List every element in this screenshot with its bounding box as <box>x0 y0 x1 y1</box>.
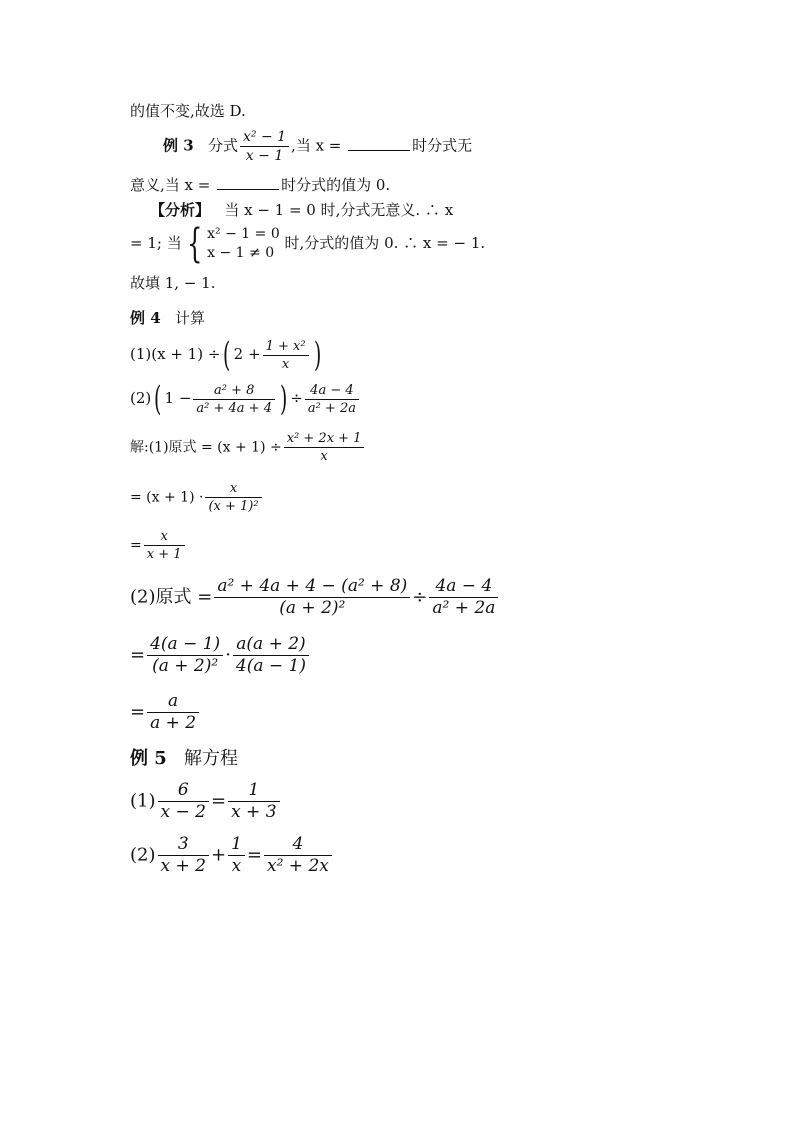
solution-2-line-3: = $\frac{a}{a + 2}$ <box>130 693 201 732</box>
solution-1-line-1: 解:(1)原式 = (x + 1) ÷ $\frac{\text{x² + 2x + 1}}{x}$ <box>130 432 366 463</box>
answer-blank-2[interactable] <box>217 175 279 190</box>
example-3-line-2: 意义,当 x = 时分式的值为 0. <box>130 176 391 194</box>
equation-system: x² − 1 = 0 x − 1 ≠ 0 <box>207 226 280 261</box>
answer-blank-1[interactable] <box>348 136 410 151</box>
solution-1-line-3: = $\frac{x}{x + 1}$ <box>130 530 187 561</box>
example-3-label: 例 3 <box>163 136 194 155</box>
solution-2-line-2: = $\frac{4(a - 1)}{\text{(a + 2)²}}$ · $\frac{a(a + 2)}{4(a - 1)}$ <box>130 636 311 675</box>
example-4-heading: 例 4 计算 <box>130 309 205 327</box>
example-4-q2: (2)( 1 − $\frac{\text{a² + 8}}{\text{a² + 4a + 4}}$ ) ÷ $\frac{4a - 4}{\text{a² + 2a}}$ <box>130 382 361 416</box>
example-5-label: 例 5 <box>130 748 167 769</box>
example-3-text: 分式 <box>207 136 238 155</box>
analysis-label: 【分析】 <box>150 201 211 219</box>
example-4-q1: (1)(x + 1) ÷( 2 + $\frac{\text{1 + x²}}{x}$ ) <box>130 335 321 375</box>
analysis-line-2: = 1; 当 { x² − 1 = 0 x − 1 ≠ 0 时,分式的值为 0. ∴ x = − 1. <box>130 221 486 267</box>
solution-1-line-2: = (x + 1) · $\frac{x}{\text{(x + 1)²}}$ <box>130 482 264 513</box>
solution-2-line-1: (2)原式 = $\frac{\text{a² + 4a + 4 − (a² + 8)}}{\text{(a + 2)²}}$ ÷ $\frac{4a - 4}{\text{a² + 2a}}$ <box>130 578 500 617</box>
example-5-q2: (2) $\frac{3}{x + 2}$ + $\frac{1}{x}$ = $\frac{4}{\text{x² + 2x}}$ <box>130 836 334 875</box>
analysis-line-1: 【分析】 当 x − 1 = 0 时,分式无意义. ∴ x <box>150 201 454 219</box>
example-3-line: 例 3 分式 $\frac{\text{x² − 1}}{x - 1}$ ,当 x = 时分式无 <box>163 129 473 164</box>
text-line-conclusion: 的值不变,故选 D. <box>130 102 246 120</box>
analysis-line-3: 故填 1, − 1. <box>130 274 216 292</box>
example-4-label: 例 4 <box>130 309 161 327</box>
example-5-q1: (1) $\frac{6}{x - 2}$ = $\frac{1}{x + 3}$ <box>130 782 282 821</box>
example-5-heading: 例 5 解方程 <box>130 748 238 769</box>
example-3-fraction: $\frac{\text{x² − 1}}{x - 1}$ <box>240 130 289 163</box>
left-brace: { <box>186 221 203 267</box>
